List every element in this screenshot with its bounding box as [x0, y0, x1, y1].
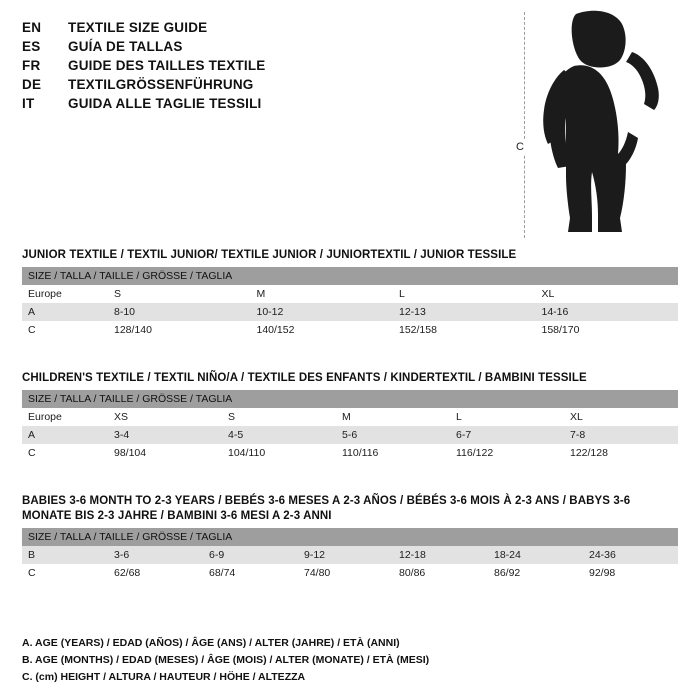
cell: 140/152 [251, 321, 394, 339]
cell: 110/116 [336, 444, 450, 462]
cell: 12-18 [393, 546, 488, 564]
section-title: BABIES 3-6 MONTH TO 2-3 YEARS / BEBÉS 3-6 MESES A 2-3 AÑOS / BÉBÉS 3-6 MOIS À 2-3 ANS / BABYS 3-6 MONATE BIS 2-3 JAHRE / BAMBINI 3-6 MESI A 2-3 ANNI [22, 495, 631, 522]
cell: 24-36 [583, 546, 678, 564]
table-row [22, 546, 678, 564]
language-code: IT [22, 96, 35, 111]
babies-size-table [22, 528, 678, 582]
cell: 3-6 [108, 546, 203, 564]
table-row [22, 321, 678, 339]
language-title: TEXTILGRÖSSENFÜHRUNG [68, 77, 254, 92]
cell: XL [564, 408, 678, 426]
cell: 86/92 [488, 564, 583, 582]
child-silhouette-icon [540, 10, 670, 240]
cell: 12-13 [393, 303, 536, 321]
measurement-figure [512, 10, 682, 240]
figure-measure-label: C [516, 141, 524, 153]
row-label: A [22, 303, 108, 321]
cell: 6-9 [203, 546, 298, 564]
cell: 14-16 [536, 303, 679, 321]
cell: 128/140 [108, 321, 251, 339]
language-row [22, 96, 502, 115]
cell: 7-8 [564, 426, 678, 444]
cell: 116/122 [450, 444, 564, 462]
section-children [22, 371, 678, 462]
language-row [22, 77, 502, 96]
language-title: TEXTILE SIZE GUIDE [68, 20, 208, 35]
children-size-table [22, 390, 678, 462]
language-code: ES [22, 39, 41, 54]
row-label: A [22, 426, 108, 444]
cell: 122/128 [564, 444, 678, 462]
height-dashed-line [524, 12, 525, 238]
table-header-cell: SIZE / TALLA / TAILLE / GRÖSSE / TAGLIA [22, 528, 678, 546]
table-row [22, 426, 678, 444]
cell: 3-4 [108, 426, 222, 444]
row-label: Europe [22, 408, 108, 426]
cell: 8-10 [108, 303, 251, 321]
footnote-height: C. (cm) HEIGHT / ALTURA / HAUTEUR / HÖHE / ALTEZZA [22, 671, 306, 683]
cell: L [393, 285, 536, 303]
section-title: CHILDREN'S TEXTILE / TEXTIL NIÑO/A / TEXTILE DES ENFANTS / KINDERTEXTIL / BAMBINI TESSILE [22, 372, 587, 384]
cell: 10-12 [251, 303, 394, 321]
cell: 152/158 [393, 321, 536, 339]
row-label: B [22, 546, 108, 564]
cell: 4-5 [222, 426, 336, 444]
cell: 92/98 [583, 564, 678, 582]
cell: M [251, 285, 394, 303]
table-row [22, 303, 678, 321]
cell: S [108, 285, 251, 303]
cell: L [450, 408, 564, 426]
language-row [22, 39, 502, 58]
cell: 104/110 [222, 444, 336, 462]
cell: 98/104 [108, 444, 222, 462]
cell: 74/80 [298, 564, 393, 582]
footnote-age-months: B. AGE (MONTHS) / EDAD (MESES) / ÂGE (MOIS) / ALTER (MONATE) / ETÀ (MESI) [22, 654, 430, 666]
row-label: Europe [22, 285, 108, 303]
table-header-row [22, 267, 678, 285]
section-babies [22, 494, 678, 582]
section-junior [22, 248, 678, 339]
language-code: FR [22, 58, 41, 73]
cell: XL [536, 285, 679, 303]
language-code: EN [22, 20, 42, 35]
row-label: C [22, 444, 108, 462]
table-header-row [22, 528, 678, 546]
table-row [22, 564, 678, 582]
cell: 80/86 [393, 564, 488, 582]
language-code: DE [22, 77, 42, 92]
table-row [22, 408, 678, 426]
cell: 68/74 [203, 564, 298, 582]
row-label: C [22, 564, 108, 582]
cell: XS [108, 408, 222, 426]
language-titles [22, 20, 502, 115]
cell: 158/170 [536, 321, 679, 339]
cell: M [336, 408, 450, 426]
footnotes [22, 635, 682, 686]
cell: 6-7 [450, 426, 564, 444]
junior-size-table [22, 267, 678, 339]
language-title: GUÍA DE TALLAS [68, 39, 183, 54]
table-header-cell: SIZE / TALLA / TAILLE / GRÖSSE / TAGLIA [22, 267, 678, 285]
language-row [22, 20, 502, 39]
language-title: GUIDE DES TAILLES TEXTILE [68, 58, 266, 73]
language-title: GUIDA ALLE TAGLIE TESSILI [68, 96, 262, 111]
table-row [22, 444, 678, 462]
language-row [22, 58, 502, 77]
cell: 5-6 [336, 426, 450, 444]
row-label: C [22, 321, 108, 339]
cell: 62/68 [108, 564, 203, 582]
table-header-cell: SIZE / TALLA / TAILLE / GRÖSSE / TAGLIA [22, 390, 678, 408]
cell: 9-12 [298, 546, 393, 564]
cell: 18-24 [488, 546, 583, 564]
table-row [22, 285, 678, 303]
section-title: JUNIOR TEXTILE / TEXTIL JUNIOR/ TEXTILE JUNIOR / JUNIORTEXTIL / JUNIOR TESSILE [22, 249, 517, 261]
table-header-row [22, 390, 678, 408]
cell: S [222, 408, 336, 426]
footnote-age-years: A. AGE (YEARS) / EDAD (AÑOS) / ÂGE (ANS) / ALTER (JAHRE) / ETÀ (ANNI) [22, 637, 400, 649]
